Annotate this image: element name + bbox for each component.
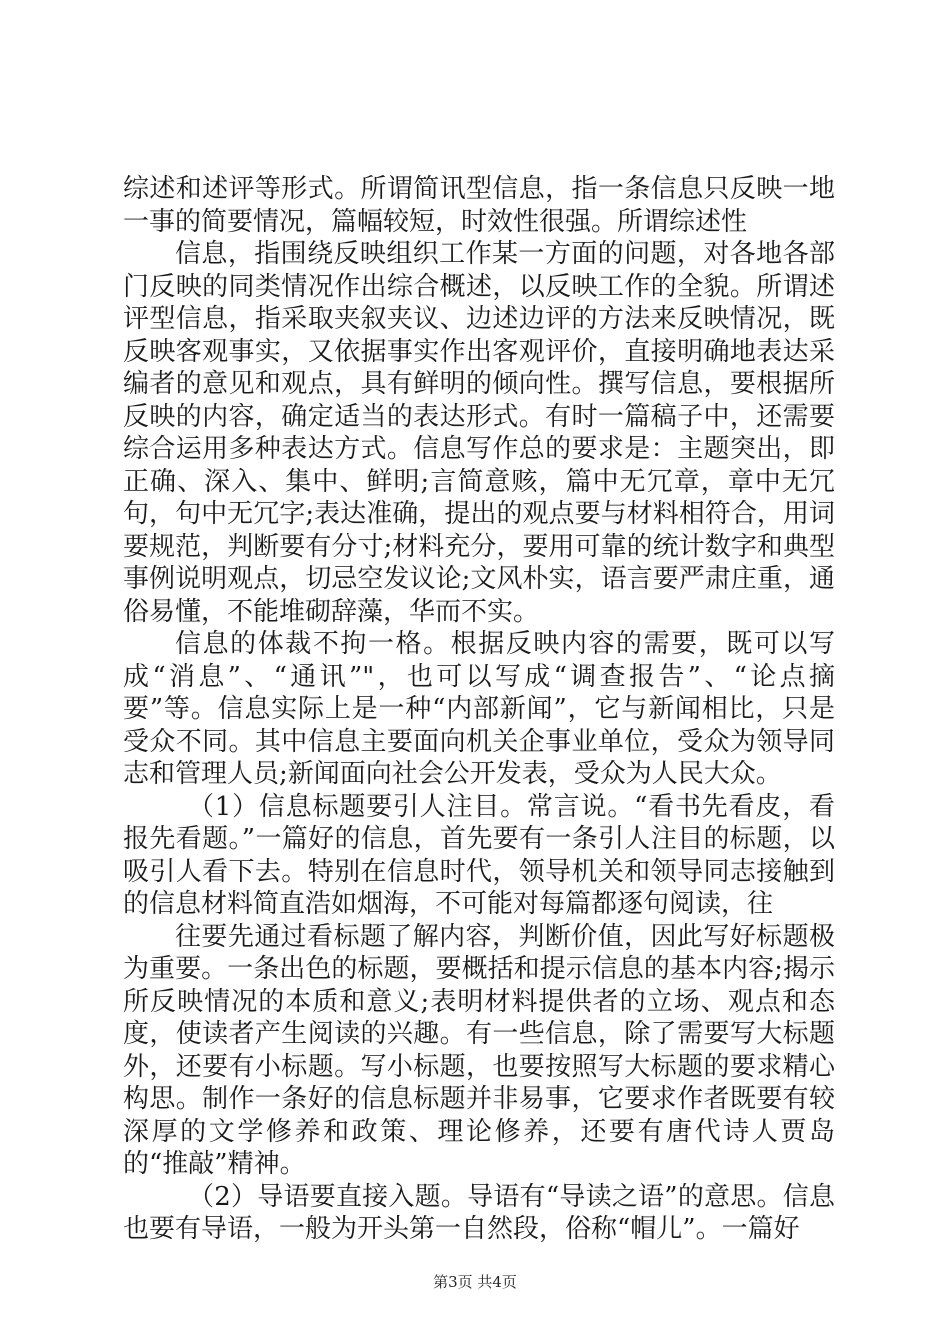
paragraph-3: 信息的体裁不拘一格。根据反映内容的需要，既可以写成“消息”、“通讯”"，也可以写成“调查报告”、“论点摘要”等。信息实际上是一种“内部新闻”，它与新闻相比，只是受众不同。其中信息主要面向机关企事业单位，受众为领导同志和管理人员;新闻面向社会公开发表，受众为人民大众。 [123, 629, 835, 789]
paragraph-6: （2）导语要直接入题。导语有“导读之语”的意思。信息也要有导语，一般为开头第一自然段，俗称“帽儿”。一篇好 [123, 1181, 835, 1244]
paragraph-4: （1）信息标题要引人注目。常言说。“看书先看皮，看报先看题。”一篇好的信息，首先要有一条引人注目的标题，以吸引人看下去。特别在信息时代，领导机关和领导同志接触到的信息材料简直浩如烟海，不可能对每篇都逐句阅读，往 [123, 791, 835, 919]
document-body [123, 173, 835, 1246]
paragraph-5: 往要先通过看标题了解内容，判断价值，因此写好标题极为重要。一条出色的标题，要概括和提示信息的基本内容;揭示所反映情况的本质和意义;表明材料提供者的立场、观点和态度，使读者产生阅读的兴趣。有一些信息，除了需要写大标题外，还要有小标题。写小标题，也要按照写大标题的要求精心构思。制作一条好的信息标题并非易事，它要求作者既要有较深厚的文学修养和政策、理论修养，还要有唐代诗人贾岛的“推敲”精神。 [123, 921, 835, 1179]
page-number-footer: 第3页 共4页 [433, 1273, 517, 1291]
paragraph-2: 信息，指围绕反映组织工作某一方面的问题，对各地各部门反映的同类情况作出综合概述，以反映工作的全貌。所谓述评型信息，指采取夹叙夹议、边述边评的方法来反映情况，既反映客观事实，又依据事实作出客观评价，直接明确地表达采编者的意见和观点，具有鲜明的倾向性。撰写信息，要根据所反映的内容，确定适当的表达形式。有时一篇稿子中，还需要综合运用多种表达方式。信息写作总的要求是：主题突出，即正确、深入、集中、鲜明;言简意赅，篇中无冗章，章中无冗句，句中无冗字;表达准确，提出的观点要与材料相符合，用词要规范，判断要有分寸;材料充分，要用可靠的统计数字和典型事例说明观点，切忌空发议论;文风朴实，语言要严肃庄重，通俗易懂，不能堆砌辞藻，华而不实。 [123, 239, 835, 627]
paragraph-1: 综述和述评等形式。所谓简讯型信息，指一条信息只反映一地一事的简要情况，篇幅较短，时效性很强。所谓综述性 [123, 174, 835, 237]
